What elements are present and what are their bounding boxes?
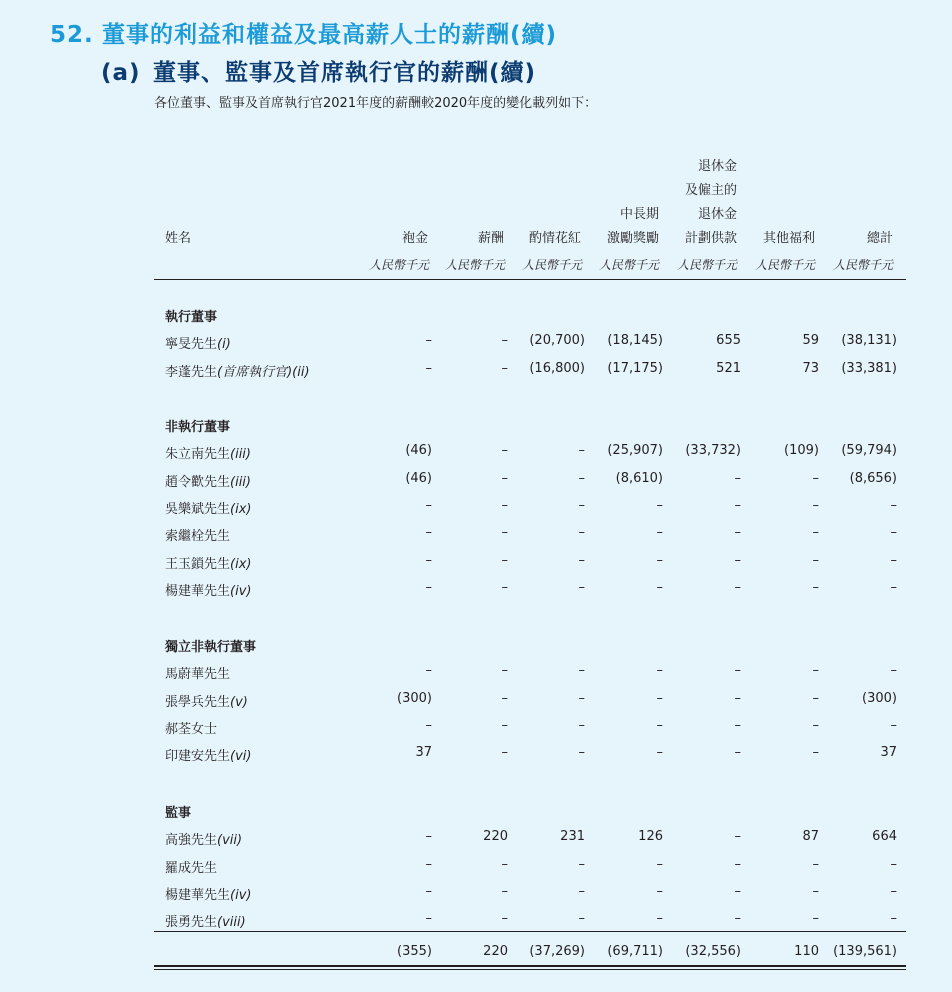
footnote-ref: (viii) — [217, 915, 246, 930]
cell-value: 220 — [483, 829, 508, 844]
cell-value: – — [656, 498, 663, 513]
cell-value: – — [734, 745, 741, 760]
cell-value: (300) — [862, 691, 897, 706]
column-header-line: 薪酬 — [477, 231, 504, 246]
table-row — [0, 580, 952, 600]
subsection-title: 董事、監事及首席執行官的薪酬(續) — [153, 60, 537, 86]
cell-value: – — [425, 498, 432, 513]
cell-value: – — [425, 829, 432, 844]
column-unit: 人民幣千元 — [521, 258, 582, 272]
column-header-line: 酌情花紅 — [528, 231, 581, 246]
subsection-heading — [101, 54, 536, 87]
total-value: (37,269) — [529, 944, 585, 959]
row-label — [165, 745, 251, 764]
cell-value: – — [890, 718, 897, 733]
cell-value: – — [812, 663, 819, 678]
cell-value: – — [578, 443, 585, 458]
column-unit: 人民幣千元 — [444, 258, 505, 272]
cell-value: – — [812, 525, 819, 540]
cell-value: (33,381) — [841, 361, 897, 376]
row-label — [165, 525, 230, 544]
row-label — [165, 911, 246, 930]
subsection-number: (a) — [101, 60, 141, 86]
cell-value: 521 — [716, 361, 741, 376]
column-header-name: 姓名 — [165, 231, 192, 246]
column-header — [569, 203, 659, 251]
row-label — [165, 471, 251, 490]
cell-value: – — [734, 911, 741, 926]
person-name: 張學兵先生 — [165, 695, 231, 710]
cell-value: – — [890, 498, 897, 513]
column-header-line: 退休金 — [697, 207, 737, 222]
total-value: (355) — [397, 944, 432, 959]
cell-value: – — [578, 718, 585, 733]
header-rule — [154, 279, 906, 280]
cell-value: – — [812, 745, 819, 760]
cell-value: – — [812, 580, 819, 595]
footnote-ref: (iii) — [230, 447, 251, 462]
person-name: 印建安先生 — [165, 749, 231, 764]
cell-value: – — [890, 663, 897, 678]
person-name: 張勇先生 — [165, 915, 218, 930]
table-row — [0, 333, 952, 353]
totals-bottom-rule — [154, 965, 906, 967]
cell-value: 87 — [802, 829, 819, 844]
cell-value: 37 — [880, 745, 897, 760]
table-row — [0, 745, 952, 765]
table-row — [0, 553, 952, 573]
column-unit: 人民幣千元 — [832, 258, 893, 272]
cell-value: (18,145) — [607, 333, 663, 348]
row-label — [165, 443, 251, 462]
cell-value: (38,131) — [841, 333, 897, 348]
column-unit: 人民幣千元 — [754, 258, 815, 272]
person-name: 高強先生 — [165, 833, 218, 848]
table-row — [0, 829, 952, 849]
cell-value: – — [425, 663, 432, 678]
person-name: 楊建華先生 — [165, 584, 231, 599]
cell-value: 655 — [716, 333, 741, 348]
cell-value: – — [578, 498, 585, 513]
cell-value: – — [656, 525, 663, 540]
column-header-line: 退休金 — [697, 159, 737, 174]
intro-text: 各位董事、監事及首席執行官2021年度的薪酬較2020年度的變化載列如下： — [154, 96, 598, 111]
cell-value: 664 — [872, 829, 897, 844]
row-label — [165, 361, 310, 380]
section-title: 獨立非執行董事 — [165, 640, 257, 655]
cell-value: – — [578, 525, 585, 540]
table-row — [0, 884, 952, 904]
column-header — [491, 227, 581, 251]
cell-value: – — [578, 471, 585, 486]
cell-value: – — [890, 525, 897, 540]
cell-value: (20,700) — [529, 333, 585, 348]
cell-value: – — [656, 745, 663, 760]
cell-value: (8,656) — [849, 471, 897, 486]
cell-value: – — [501, 691, 508, 706]
cell-value: – — [656, 911, 663, 926]
cell-value: – — [578, 857, 585, 872]
cell-value: – — [425, 553, 432, 568]
cell-value: – — [890, 857, 897, 872]
cell-value: – — [734, 829, 741, 844]
cell-value: (300) — [397, 691, 432, 706]
cell-value: – — [501, 361, 508, 376]
column-header-line: 中長期 — [619, 207, 659, 222]
cell-value: – — [890, 884, 897, 899]
footnote-ref: (iv) — [230, 584, 252, 599]
cell-value: – — [812, 718, 819, 733]
column-header — [647, 155, 737, 251]
footnote-ref: (iii) — [230, 475, 251, 490]
column-unit: 人民幣千元 — [598, 258, 659, 272]
cell-value: – — [734, 691, 741, 706]
cell-value: – — [734, 553, 741, 568]
table-row — [0, 663, 952, 683]
section-title: 董事的利益和權益及最高薪人士的薪酬(續) — [102, 22, 558, 48]
totals-top-rule — [154, 931, 906, 932]
person-name: 趙令歡先生 — [165, 475, 231, 490]
footnote-ref: (iv) — [230, 888, 252, 903]
row-label — [165, 333, 231, 352]
cell-value: – — [812, 691, 819, 706]
cell-value: – — [578, 911, 585, 926]
table-row — [0, 361, 952, 381]
cell-value: – — [812, 498, 819, 513]
cell-value: – — [578, 745, 585, 760]
cell-value: – — [501, 498, 508, 513]
cell-value: – — [425, 333, 432, 348]
column-header-line: 及僱主的 — [684, 183, 737, 198]
cell-value: (33,732) — [685, 443, 741, 458]
total-value: 220 — [483, 944, 508, 959]
table-row — [0, 443, 952, 463]
footnote-ref: (v) — [230, 695, 248, 710]
cell-value: – — [425, 718, 432, 733]
column-header — [725, 227, 815, 251]
total-value: 110 — [794, 944, 819, 959]
cell-value: – — [578, 884, 585, 899]
cell-value: – — [890, 580, 897, 595]
person-name: 索繼栓先生 — [165, 529, 231, 544]
totals-row — [0, 944, 952, 964]
cell-value: – — [425, 911, 432, 926]
section-title: 非執行董事 — [165, 420, 231, 435]
person-name: 吳樂斌先生 — [165, 502, 231, 517]
row-label — [165, 663, 230, 682]
cell-value: 126 — [638, 829, 663, 844]
cell-value: – — [656, 663, 663, 678]
person-name: 寧旻先生 — [165, 337, 218, 352]
table-row — [0, 857, 952, 877]
cell-value: – — [425, 884, 432, 899]
row-label — [165, 553, 251, 572]
table-row — [0, 718, 952, 738]
table-row — [0, 691, 952, 711]
cell-value: – — [656, 691, 663, 706]
cell-value: – — [890, 553, 897, 568]
person-name: 李蓬先生 — [165, 365, 218, 380]
column-header-line: 袍金 — [401, 231, 428, 246]
person-name: 羅成先生 — [165, 861, 218, 876]
cell-value: (25,907) — [607, 443, 663, 458]
cell-value: – — [425, 525, 432, 540]
cell-value: 37 — [415, 745, 432, 760]
cell-value: 59 — [802, 333, 819, 348]
cell-value: – — [734, 525, 741, 540]
row-label — [165, 498, 251, 517]
cell-value: (46) — [405, 471, 432, 486]
cell-value: – — [501, 884, 508, 899]
cell-value: – — [501, 911, 508, 926]
cell-value: – — [501, 525, 508, 540]
cell-value: – — [812, 857, 819, 872]
cell-value: (46) — [405, 443, 432, 458]
cell-value: (16,800) — [529, 361, 585, 376]
total-value: (32,556) — [685, 944, 741, 959]
totals-bottom-rule — [154, 969, 906, 970]
cell-value: (17,175) — [607, 361, 663, 376]
total-value: (69,711) — [607, 944, 663, 959]
column-header — [803, 227, 893, 251]
cell-value: – — [656, 718, 663, 733]
cell-value: – — [734, 471, 741, 486]
person-name: 楊建華先生 — [165, 888, 231, 903]
section-title: 監事 — [165, 806, 192, 821]
person-name: 王玉鎖先生 — [165, 557, 231, 572]
column-header-line: 總計 — [866, 231, 893, 246]
section-title: 執行董事 — [165, 310, 218, 325]
column-header-line: 其他福利 — [762, 231, 815, 246]
cell-value: – — [656, 857, 663, 872]
footnote-ref: (首席執行官)(ii) — [217, 365, 310, 380]
cell-value: – — [425, 580, 432, 595]
footnote-ref: (ix) — [230, 557, 252, 572]
cell-value: – — [812, 553, 819, 568]
table-row — [0, 525, 952, 545]
cell-value: – — [812, 884, 819, 899]
column-unit: 人民幣千元 — [368, 258, 429, 272]
cell-value: – — [425, 857, 432, 872]
person-name: 馬蔚華先生 — [165, 667, 231, 682]
cell-value: (8,610) — [615, 471, 663, 486]
cell-value: – — [501, 663, 508, 678]
cell-value: – — [656, 553, 663, 568]
section-heading — [50, 16, 557, 49]
cell-value: 231 — [560, 829, 585, 844]
row-label — [165, 691, 248, 710]
cell-value: 73 — [802, 361, 819, 376]
cell-value: – — [578, 663, 585, 678]
footnote-ref: (ix) — [230, 502, 252, 517]
cell-value: – — [501, 580, 508, 595]
cell-value: – — [501, 857, 508, 872]
row-label — [165, 884, 251, 903]
cell-value: – — [501, 471, 508, 486]
cell-value: – — [501, 443, 508, 458]
row-label — [165, 718, 217, 737]
column-header-line: 激勵獎勵 — [606, 231, 659, 246]
person-name: 郝荃女士 — [165, 722, 218, 737]
cell-value: (109) — [784, 443, 819, 458]
cell-value: – — [578, 691, 585, 706]
cell-value: – — [501, 553, 508, 568]
cell-value: – — [734, 857, 741, 872]
row-label — [165, 580, 251, 599]
cell-value: – — [812, 911, 819, 926]
section-number: 52. — [50, 22, 94, 48]
row-label — [165, 857, 217, 876]
cell-value: – — [656, 580, 663, 595]
cell-value: – — [501, 718, 508, 733]
cell-value: – — [501, 745, 508, 760]
table-row — [0, 471, 952, 491]
cell-value: – — [812, 471, 819, 486]
cell-value: – — [734, 580, 741, 595]
cell-value: – — [425, 361, 432, 376]
footnote-ref: (vi) — [230, 749, 252, 764]
cell-value: – — [578, 580, 585, 595]
cell-value: – — [734, 663, 741, 678]
cell-value: – — [656, 884, 663, 899]
table-row — [0, 498, 952, 518]
footnote-ref: (i) — [217, 337, 231, 352]
cell-value: (59,794) — [841, 443, 897, 458]
total-value: (139,561) — [833, 944, 897, 959]
cell-value: – — [734, 718, 741, 733]
row-label — [165, 829, 242, 848]
cell-value: – — [734, 498, 741, 513]
table-row — [0, 911, 952, 931]
footnote-ref: (vii) — [217, 833, 243, 848]
cell-value: – — [734, 884, 741, 899]
cell-value: – — [890, 911, 897, 926]
cell-value: – — [578, 553, 585, 568]
column-unit: 人民幣千元 — [676, 258, 737, 272]
column-header-line: 計劃供款 — [684, 231, 737, 246]
cell-value: – — [501, 333, 508, 348]
person-name: 朱立南先生 — [165, 447, 231, 462]
